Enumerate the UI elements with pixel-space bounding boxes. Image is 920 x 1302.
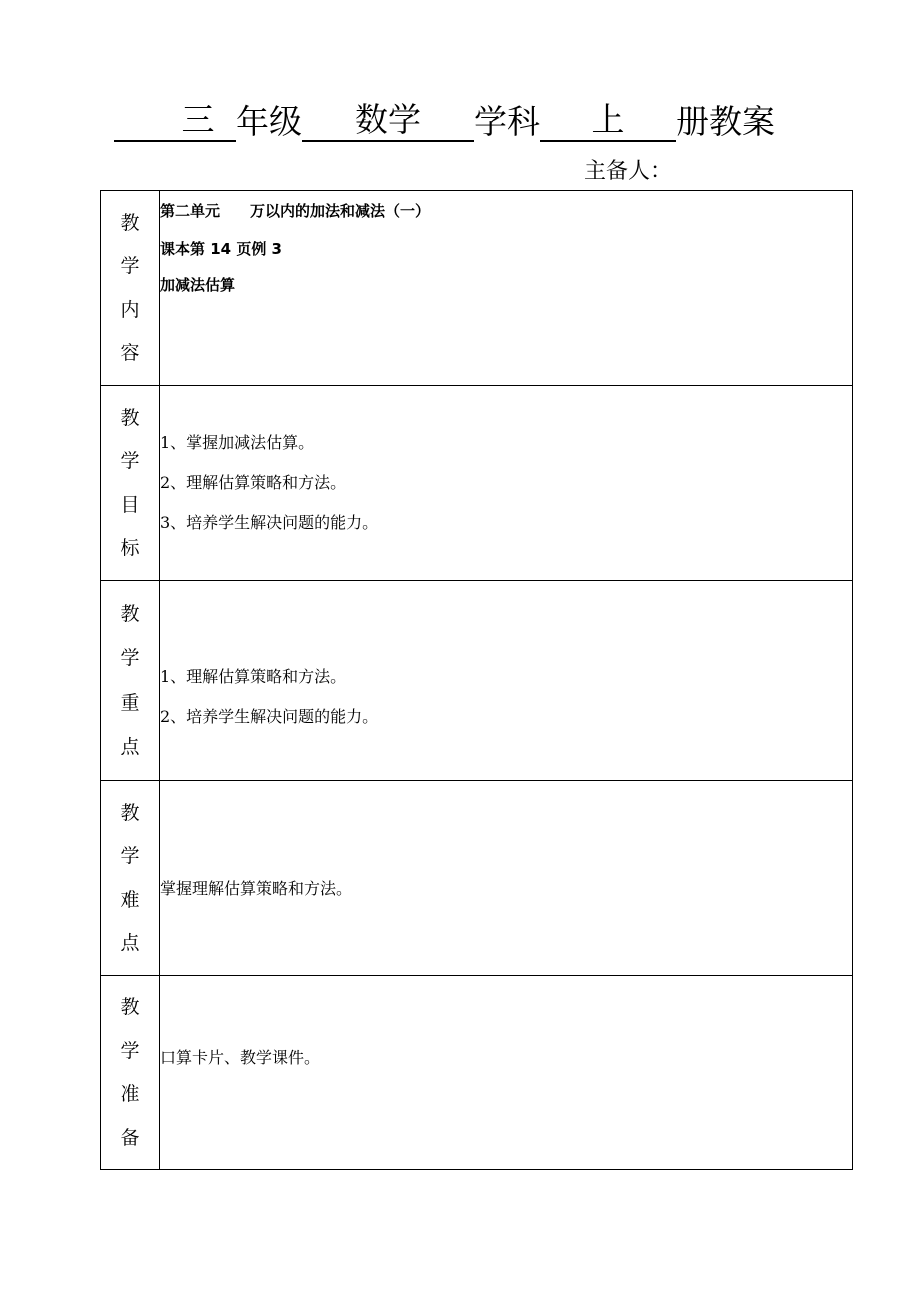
label-char: 点	[120, 932, 140, 955]
table-row-difficulties	[101, 781, 853, 976]
volume-suffix: 册教案	[676, 102, 775, 141]
label-char: 教	[120, 801, 140, 824]
table-row-objectives	[101, 386, 853, 581]
row-content-key-points	[160, 581, 853, 781]
row-label-difficulties	[101, 781, 160, 976]
label-char: 标	[120, 537, 140, 560]
label-char: 教	[120, 406, 140, 429]
row-label-content	[101, 191, 160, 386]
lesson-plan-table	[100, 190, 853, 1170]
row-content-content	[160, 191, 853, 386]
label-char: 学	[120, 255, 140, 278]
subject-value: 数学	[355, 100, 421, 139]
volume-blank	[540, 100, 676, 142]
grade-suffix: 年级	[236, 102, 302, 141]
key-point-item: 2、培养学生解决问题的能力。	[160, 707, 379, 726]
label-char: 难	[120, 888, 140, 911]
table-row-content	[101, 191, 853, 386]
label-char: 学	[120, 450, 140, 473]
grade-value: 三	[181, 100, 215, 139]
difficulty-item: 掌握理解估算策略和方法。	[160, 879, 353, 898]
objective-item: 2、理解估算策略和方法。	[160, 473, 347, 492]
key-point-item: 1、理解估算策略和方法。	[160, 667, 347, 686]
row-content-preparation	[160, 976, 853, 1170]
row-content-objectives	[160, 386, 853, 581]
label-char: 学	[120, 1039, 140, 1062]
table-row-preparation	[101, 976, 853, 1170]
unit-title: 第二单元 万以内的加法和减法（一）	[160, 202, 431, 220]
label-char: 学	[120, 647, 140, 670]
subject-suffix: 学科	[474, 102, 540, 141]
row-label-preparation	[101, 976, 160, 1170]
label-char: 教	[120, 602, 140, 625]
label-char: 教	[120, 211, 140, 234]
document-title	[114, 94, 775, 142]
label-char: 容	[120, 342, 140, 365]
row-label-key-points	[101, 581, 160, 781]
objective-item: 1、掌握加减法估算。	[160, 433, 315, 452]
volume-value: 上	[591, 100, 625, 139]
label-char: 内	[120, 298, 140, 321]
label-char: 准	[120, 1083, 140, 1106]
row-label-objectives	[101, 386, 160, 581]
objective-item: 3、培养学生解决问题的能力。	[160, 513, 379, 532]
label-char: 目	[120, 493, 140, 516]
label-char: 备	[120, 1126, 140, 1149]
label-char: 学	[120, 845, 140, 868]
subject-blank	[302, 100, 474, 142]
table-row-key-points	[101, 581, 853, 781]
lesson-topic: 加减法估算	[160, 276, 236, 294]
grade-blank	[114, 100, 236, 142]
label-char: 重	[120, 691, 140, 714]
label-char: 教	[120, 996, 140, 1019]
preparation-item: 口算卡片、教学课件。	[160, 1048, 321, 1067]
row-content-difficulties	[160, 781, 853, 976]
textbook-page: 课本第 14 页例 3	[160, 240, 282, 258]
label-char: 点	[120, 736, 140, 759]
preparer-label: 主备人：	[584, 159, 673, 184]
